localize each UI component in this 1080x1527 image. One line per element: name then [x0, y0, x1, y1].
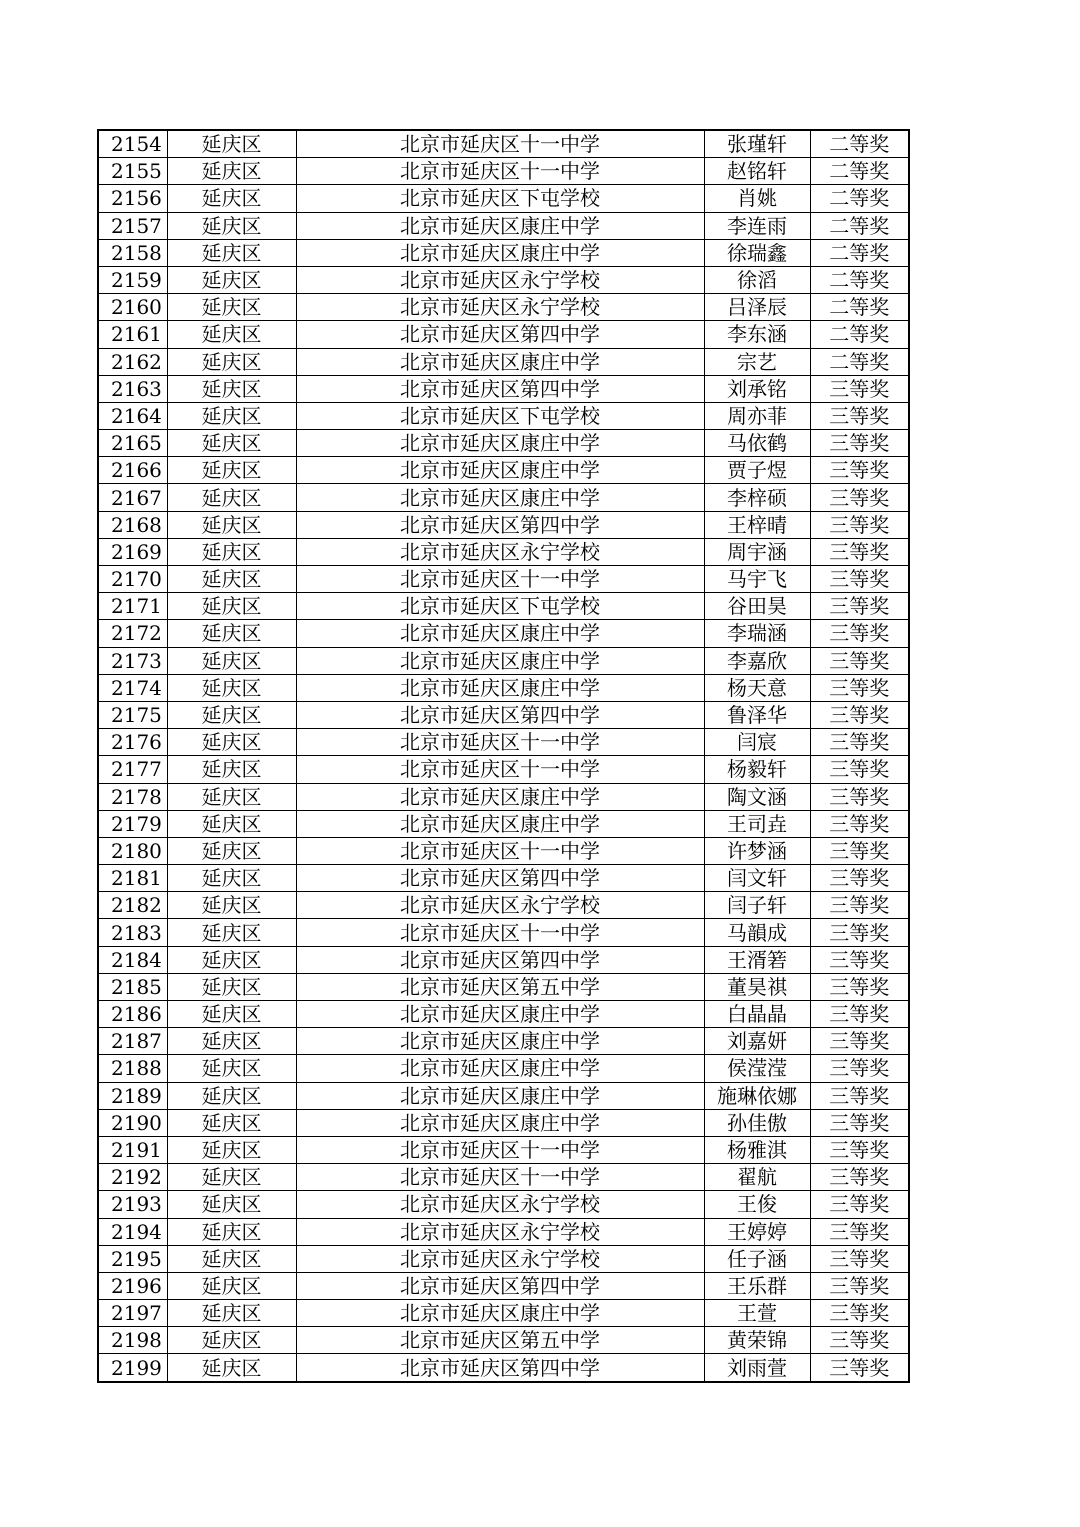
row-number-cell: 2168 — [98, 511, 167, 538]
district-cell: 延庆区 — [167, 837, 296, 864]
row-number-cell: 2159 — [98, 266, 167, 293]
row-number-cell: 2166 — [98, 457, 167, 484]
student-name-cell: 杨天意 — [704, 674, 810, 701]
award-level-cell: 三等奖 — [810, 1164, 909, 1191]
table-row — [98, 892, 909, 919]
row-number-cell: 2199 — [98, 1354, 167, 1382]
award-level-cell: 二等奖 — [810, 239, 909, 266]
school-cell: 北京市延庆区康庄中学 — [296, 1001, 704, 1028]
table-row — [98, 457, 909, 484]
school-cell: 北京市延庆区康庄中学 — [296, 1055, 704, 1082]
school-cell: 北京市延庆区永宁学校 — [296, 266, 704, 293]
school-cell: 北京市延庆区十一中学 — [296, 919, 704, 946]
student-name-cell: 徐滔 — [704, 266, 810, 293]
table-row — [98, 1327, 909, 1354]
row-number-cell: 2194 — [98, 1218, 167, 1245]
award-level-cell: 三等奖 — [810, 1300, 909, 1327]
award-level-cell: 三等奖 — [810, 973, 909, 1000]
student-name-cell: 闫子轩 — [704, 892, 810, 919]
table-row — [98, 783, 909, 810]
district-cell: 延庆区 — [167, 946, 296, 973]
row-number-cell: 2165 — [98, 430, 167, 457]
award-level-cell: 三等奖 — [810, 1055, 909, 1082]
row-number-cell: 2177 — [98, 756, 167, 783]
table-row — [98, 620, 909, 647]
school-cell: 北京市延庆区永宁学校 — [296, 892, 704, 919]
district-cell: 延庆区 — [167, 212, 296, 239]
district-cell: 延庆区 — [167, 511, 296, 538]
school-cell: 北京市延庆区第四中学 — [296, 865, 704, 892]
school-cell: 北京市延庆区第四中学 — [296, 1272, 704, 1299]
school-cell: 北京市延庆区第四中学 — [296, 321, 704, 348]
district-cell: 延庆区 — [167, 239, 296, 266]
district-cell: 延庆区 — [167, 973, 296, 1000]
table-row — [98, 538, 909, 565]
school-cell: 北京市延庆区康庄中学 — [296, 430, 704, 457]
table-row — [98, 348, 909, 375]
student-name-cell: 赵铭轩 — [704, 158, 810, 185]
student-name-cell: 马宇飞 — [704, 566, 810, 593]
award-level-cell: 三等奖 — [810, 729, 909, 756]
row-number-cell: 2175 — [98, 701, 167, 728]
district-cell: 延庆区 — [167, 674, 296, 701]
student-name-cell: 刘承铭 — [704, 375, 810, 402]
district-cell: 延庆区 — [167, 1354, 296, 1382]
row-number-cell: 2164 — [98, 402, 167, 429]
award-level-cell: 三等奖 — [810, 892, 909, 919]
district-cell: 延庆区 — [167, 321, 296, 348]
student-name-cell: 杨雅淇 — [704, 1136, 810, 1163]
student-name-cell: 鲁泽华 — [704, 701, 810, 728]
table-row — [98, 810, 909, 837]
row-number-cell: 2185 — [98, 973, 167, 1000]
row-number-cell: 2186 — [98, 1001, 167, 1028]
school-cell: 北京市延庆区康庄中学 — [296, 1109, 704, 1136]
table-row — [98, 756, 909, 783]
table-row — [98, 973, 909, 1000]
school-cell: 北京市延庆区第四中学 — [296, 375, 704, 402]
student-name-cell: 王婷婷 — [704, 1218, 810, 1245]
row-number-cell: 2181 — [98, 865, 167, 892]
student-name-cell: 李连雨 — [704, 212, 810, 239]
school-cell: 北京市延庆区十一中学 — [296, 756, 704, 783]
award-level-cell: 三等奖 — [810, 919, 909, 946]
district-cell: 延庆区 — [167, 756, 296, 783]
district-cell: 延庆区 — [167, 1001, 296, 1028]
award-level-cell: 二等奖 — [810, 266, 909, 293]
award-level-cell: 三等奖 — [810, 484, 909, 511]
row-number-cell: 2196 — [98, 1272, 167, 1299]
table-row — [98, 946, 909, 973]
table-row — [98, 321, 909, 348]
row-number-cell: 2171 — [98, 593, 167, 620]
student-name-cell: 董昊祺 — [704, 973, 810, 1000]
table-row — [98, 430, 909, 457]
award-level-cell: 三等奖 — [810, 457, 909, 484]
table-row — [98, 1136, 909, 1163]
award-level-cell: 三等奖 — [810, 946, 909, 973]
row-number-cell: 2156 — [98, 185, 167, 212]
district-cell: 延庆区 — [167, 701, 296, 728]
district-cell: 延庆区 — [167, 130, 296, 158]
student-name-cell: 马韻成 — [704, 919, 810, 946]
row-number-cell: 2172 — [98, 620, 167, 647]
award-level-cell: 二等奖 — [810, 158, 909, 185]
row-number-cell: 2182 — [98, 892, 167, 919]
row-number-cell: 2161 — [98, 321, 167, 348]
school-cell: 北京市延庆区康庄中学 — [296, 1028, 704, 1055]
row-number-cell: 2188 — [98, 1055, 167, 1082]
student-name-cell: 孙佳傲 — [704, 1109, 810, 1136]
school-cell: 北京市延庆区康庄中学 — [296, 484, 704, 511]
student-name-cell: 许梦涵 — [704, 837, 810, 864]
school-cell: 北京市延庆区下屯学校 — [296, 185, 704, 212]
table-row — [98, 375, 909, 402]
district-cell: 延庆区 — [167, 185, 296, 212]
row-number-cell: 2192 — [98, 1164, 167, 1191]
award-level-cell: 三等奖 — [810, 511, 909, 538]
student-name-cell: 白晶晶 — [704, 1001, 810, 1028]
school-cell: 北京市延庆区十一中学 — [296, 130, 704, 158]
student-name-cell: 刘雨萱 — [704, 1354, 810, 1382]
student-name-cell: 任子涵 — [704, 1245, 810, 1272]
table-row — [98, 837, 909, 864]
district-cell: 延庆区 — [167, 1164, 296, 1191]
row-number-cell: 2154 — [98, 130, 167, 158]
row-number-cell: 2190 — [98, 1109, 167, 1136]
table-row — [98, 1109, 909, 1136]
row-number-cell: 2189 — [98, 1082, 167, 1109]
award-table-body — [98, 130, 909, 1382]
row-number-cell: 2191 — [98, 1136, 167, 1163]
row-number-cell: 2155 — [98, 158, 167, 185]
award-level-cell: 二等奖 — [810, 321, 909, 348]
student-name-cell: 刘嘉妍 — [704, 1028, 810, 1055]
row-number-cell: 2162 — [98, 348, 167, 375]
district-cell: 延庆区 — [167, 566, 296, 593]
row-number-cell: 2187 — [98, 1028, 167, 1055]
student-name-cell: 马依鹤 — [704, 430, 810, 457]
school-cell: 北京市延庆区下屯学校 — [296, 402, 704, 429]
district-cell: 延庆区 — [167, 783, 296, 810]
row-number-cell: 2160 — [98, 294, 167, 321]
row-number-cell: 2158 — [98, 239, 167, 266]
table-row — [98, 1218, 909, 1245]
table-row — [98, 1354, 909, 1382]
district-cell: 延庆区 — [167, 1082, 296, 1109]
award-level-cell: 三等奖 — [810, 1327, 909, 1354]
table-row — [98, 130, 909, 158]
school-cell: 北京市延庆区第四中学 — [296, 1354, 704, 1382]
award-level-cell: 三等奖 — [810, 865, 909, 892]
table-row — [98, 484, 909, 511]
award-level-cell: 三等奖 — [810, 674, 909, 701]
student-name-cell: 李瑞涵 — [704, 620, 810, 647]
award-level-cell: 三等奖 — [810, 1109, 909, 1136]
district-cell: 延庆区 — [167, 892, 296, 919]
school-cell: 北京市延庆区康庄中学 — [296, 647, 704, 674]
school-cell: 北京市延庆区第五中学 — [296, 1327, 704, 1354]
award-level-cell: 三等奖 — [810, 375, 909, 402]
district-cell: 延庆区 — [167, 1028, 296, 1055]
award-level-cell: 三等奖 — [810, 402, 909, 429]
award-level-cell: 三等奖 — [810, 701, 909, 728]
school-cell: 北京市延庆区下屯学校 — [296, 593, 704, 620]
district-cell: 延庆区 — [167, 593, 296, 620]
student-name-cell: 王萱 — [704, 1300, 810, 1327]
school-cell: 北京市延庆区康庄中学 — [296, 239, 704, 266]
row-number-cell: 2169 — [98, 538, 167, 565]
district-cell: 延庆区 — [167, 1218, 296, 1245]
school-cell: 北京市延庆区永宁学校 — [296, 294, 704, 321]
row-number-cell: 2183 — [98, 919, 167, 946]
table-row — [98, 1272, 909, 1299]
school-cell: 北京市延庆区永宁学校 — [296, 1191, 704, 1218]
school-cell: 北京市延庆区十一中学 — [296, 1136, 704, 1163]
award-level-cell: 三等奖 — [810, 1245, 909, 1272]
row-number-cell: 2193 — [98, 1191, 167, 1218]
table-row — [98, 1055, 909, 1082]
student-name-cell: 翟航 — [704, 1164, 810, 1191]
school-cell: 北京市延庆区康庄中学 — [296, 1300, 704, 1327]
award-table — [97, 129, 910, 1383]
student-name-cell: 闫文轩 — [704, 865, 810, 892]
student-name-cell: 侯滢滢 — [704, 1055, 810, 1082]
row-number-cell: 2195 — [98, 1245, 167, 1272]
award-level-cell: 三等奖 — [810, 837, 909, 864]
row-number-cell: 2157 — [98, 212, 167, 239]
row-number-cell: 2198 — [98, 1327, 167, 1354]
district-cell: 延庆区 — [167, 457, 296, 484]
table-row — [98, 919, 909, 946]
district-cell: 延庆区 — [167, 430, 296, 457]
award-level-cell: 二等奖 — [810, 348, 909, 375]
school-cell: 北京市延庆区康庄中学 — [296, 783, 704, 810]
award-level-cell: 三等奖 — [810, 1136, 909, 1163]
award-level-cell: 二等奖 — [810, 294, 909, 321]
student-name-cell: 宗艺 — [704, 348, 810, 375]
row-number-cell: 2173 — [98, 647, 167, 674]
district-cell: 延庆区 — [167, 402, 296, 429]
district-cell: 延庆区 — [167, 348, 296, 375]
award-level-cell: 三等奖 — [810, 810, 909, 837]
table-row — [98, 158, 909, 185]
district-cell: 延庆区 — [167, 1245, 296, 1272]
table-row — [98, 1082, 909, 1109]
award-level-cell: 三等奖 — [810, 756, 909, 783]
row-number-cell: 2184 — [98, 946, 167, 973]
student-name-cell: 施琳依娜 — [704, 1082, 810, 1109]
award-level-cell: 三等奖 — [810, 1354, 909, 1382]
student-name-cell: 贾子煜 — [704, 457, 810, 484]
award-level-cell: 三等奖 — [810, 430, 909, 457]
row-number-cell: 2174 — [98, 674, 167, 701]
district-cell: 延庆区 — [167, 1055, 296, 1082]
student-name-cell: 王湑箬 — [704, 946, 810, 973]
row-number-cell: 2197 — [98, 1300, 167, 1327]
student-name-cell: 吕泽辰 — [704, 294, 810, 321]
table-row — [98, 402, 909, 429]
row-number-cell: 2170 — [98, 566, 167, 593]
table-row — [98, 729, 909, 756]
row-number-cell: 2178 — [98, 783, 167, 810]
table-row — [98, 185, 909, 212]
district-cell: 延庆区 — [167, 1272, 296, 1299]
award-level-cell: 三等奖 — [810, 783, 909, 810]
school-cell: 北京市延庆区永宁学校 — [296, 1245, 704, 1272]
student-name-cell: 陶文涵 — [704, 783, 810, 810]
award-level-cell: 三等奖 — [810, 1218, 909, 1245]
school-cell: 北京市延庆区第四中学 — [296, 511, 704, 538]
award-level-cell: 三等奖 — [810, 647, 909, 674]
district-cell: 延庆区 — [167, 620, 296, 647]
district-cell: 延庆区 — [167, 158, 296, 185]
student-name-cell: 王俊 — [704, 1191, 810, 1218]
table-row — [98, 566, 909, 593]
student-name-cell: 李梓硕 — [704, 484, 810, 511]
school-cell: 北京市延庆区第四中学 — [296, 701, 704, 728]
award-level-cell: 二等奖 — [810, 212, 909, 239]
table-row — [98, 865, 909, 892]
school-cell: 北京市延庆区十一中学 — [296, 837, 704, 864]
student-name-cell: 王梓晴 — [704, 511, 810, 538]
award-level-cell: 二等奖 — [810, 130, 909, 158]
school-cell: 北京市延庆区康庄中学 — [296, 1082, 704, 1109]
student-name-cell: 王乐群 — [704, 1272, 810, 1299]
table-row — [98, 212, 909, 239]
student-name-cell: 李嘉欣 — [704, 647, 810, 674]
district-cell: 延庆区 — [167, 647, 296, 674]
table-row — [98, 266, 909, 293]
school-cell: 北京市延庆区十一中学 — [296, 729, 704, 756]
award-level-cell: 三等奖 — [810, 1272, 909, 1299]
award-level-cell: 三等奖 — [810, 538, 909, 565]
table-row — [98, 647, 909, 674]
student-name-cell: 周亦菲 — [704, 402, 810, 429]
row-number-cell: 2167 — [98, 484, 167, 511]
student-name-cell: 杨毅轩 — [704, 756, 810, 783]
district-cell: 延庆区 — [167, 1109, 296, 1136]
award-level-cell: 三等奖 — [810, 593, 909, 620]
table-row — [98, 674, 909, 701]
school-cell: 北京市延庆区永宁学校 — [296, 1218, 704, 1245]
student-name-cell: 王司垚 — [704, 810, 810, 837]
award-level-cell: 三等奖 — [810, 566, 909, 593]
table-row — [98, 1001, 909, 1028]
district-cell: 延庆区 — [167, 266, 296, 293]
table-row — [98, 701, 909, 728]
student-name-cell: 肖姚 — [704, 185, 810, 212]
row-number-cell: 2163 — [98, 375, 167, 402]
table-row — [98, 294, 909, 321]
school-cell: 北京市延庆区康庄中学 — [296, 457, 704, 484]
district-cell: 延庆区 — [167, 1136, 296, 1163]
school-cell: 北京市延庆区康庄中学 — [296, 212, 704, 239]
school-cell: 北京市延庆区康庄中学 — [296, 674, 704, 701]
school-cell: 北京市延庆区十一中学 — [296, 158, 704, 185]
school-cell: 北京市延庆区康庄中学 — [296, 348, 704, 375]
table-row — [98, 1245, 909, 1272]
student-name-cell: 闫宸 — [704, 729, 810, 756]
award-level-cell: 三等奖 — [810, 1001, 909, 1028]
row-number-cell: 2180 — [98, 837, 167, 864]
district-cell: 延庆区 — [167, 294, 296, 321]
district-cell: 延庆区 — [167, 1327, 296, 1354]
row-number-cell: 2179 — [98, 810, 167, 837]
award-level-cell: 三等奖 — [810, 1082, 909, 1109]
table-row — [98, 1164, 909, 1191]
district-cell: 延庆区 — [167, 729, 296, 756]
district-cell: 延庆区 — [167, 538, 296, 565]
student-name-cell: 李东涵 — [704, 321, 810, 348]
award-level-cell: 三等奖 — [810, 1191, 909, 1218]
district-cell: 延庆区 — [167, 1191, 296, 1218]
table-row — [98, 1300, 909, 1327]
school-cell: 北京市延庆区康庄中学 — [296, 620, 704, 647]
student-name-cell: 徐瑞鑫 — [704, 239, 810, 266]
district-cell: 延庆区 — [167, 919, 296, 946]
school-cell: 北京市延庆区十一中学 — [296, 566, 704, 593]
table-row — [98, 1191, 909, 1218]
table-row — [98, 593, 909, 620]
school-cell: 北京市延庆区永宁学校 — [296, 538, 704, 565]
district-cell: 延庆区 — [167, 865, 296, 892]
school-cell: 北京市延庆区十一中学 — [296, 1164, 704, 1191]
school-cell: 北京市延庆区康庄中学 — [296, 810, 704, 837]
table-row — [98, 239, 909, 266]
district-cell: 延庆区 — [167, 375, 296, 402]
school-cell: 北京市延庆区第四中学 — [296, 946, 704, 973]
table-row — [98, 1028, 909, 1055]
student-name-cell: 黄荣锦 — [704, 1327, 810, 1354]
student-name-cell: 张瑾轩 — [704, 130, 810, 158]
student-name-cell: 谷田昊 — [704, 593, 810, 620]
row-number-cell: 2176 — [98, 729, 167, 756]
award-level-cell: 二等奖 — [810, 185, 909, 212]
award-level-cell: 三等奖 — [810, 620, 909, 647]
award-level-cell: 三等奖 — [810, 1028, 909, 1055]
district-cell: 延庆区 — [167, 810, 296, 837]
table-row — [98, 511, 909, 538]
district-cell: 延庆区 — [167, 484, 296, 511]
district-cell: 延庆区 — [167, 1300, 296, 1327]
student-name-cell: 周宇涵 — [704, 538, 810, 565]
school-cell: 北京市延庆区第五中学 — [296, 973, 704, 1000]
